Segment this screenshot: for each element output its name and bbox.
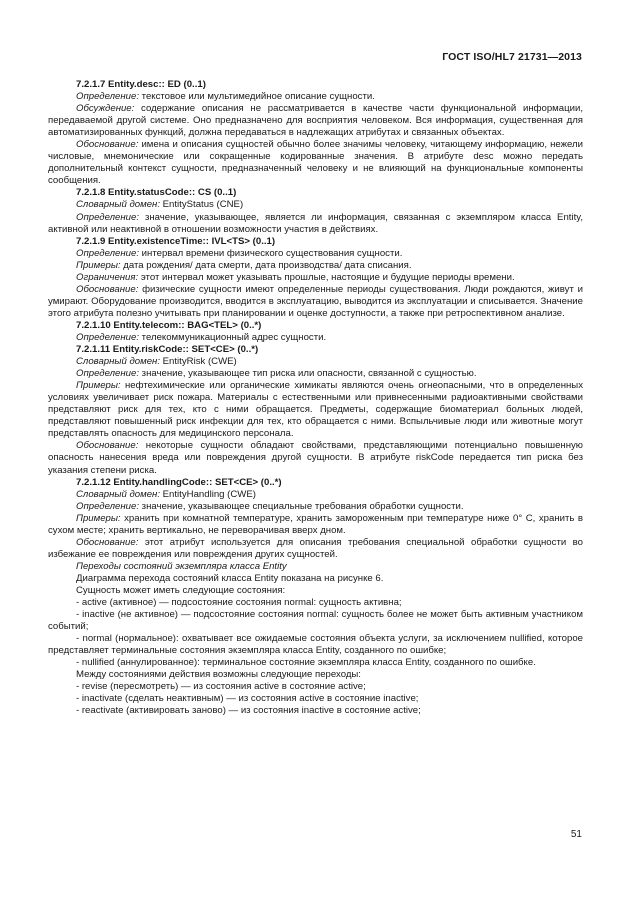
document-body	[48, 79, 583, 717]
paragraph-text: имена и описания сущностей обычно более значимы человеку, читающему информацию, нежели числовые, мнемонические или сокращенные кодированные значения. В атрибуте desc можно передать дополнительный контекст сущности, предназначенный человеку и не влияющий на функциональные компоненты сообщения.	[48, 139, 583, 187]
paragraph-text: - nullified (аннулированное): терминальное состояние экземпляра класса Entity, созданного по ошибке.	[76, 657, 536, 669]
body-paragraph	[48, 272, 583, 284]
body-paragraph	[48, 513, 583, 537]
paragraph-label: Определение:	[76, 500, 139, 512]
body-paragraph	[48, 585, 583, 597]
body-paragraph	[48, 139, 583, 187]
paragraph-label: Примеры:	[76, 380, 121, 392]
body-paragraph	[48, 633, 583, 657]
paragraph-text: значение, указывающее специальные требования обработки сущности.	[139, 500, 464, 512]
section-heading: 7.2.1.8 Entity.statusCode:: CS (0..1)	[76, 187, 237, 199]
paragraph-text: - inactivate (сделать неактивным) — из состояния active в состояние inactive;	[76, 693, 419, 705]
body-paragraph	[48, 609, 583, 633]
body-paragraph	[48, 440, 583, 476]
body-paragraph	[48, 693, 583, 705]
paragraph-text: содержание описания не рассматривается в качестве части функциональной информации, передаваемой другой системе. Оно предназначено для восприятия человеком. Вся информация, существенная для автоматизированных функций, должна передаваться в надлежащих атрибутах и связанных объектах.	[48, 103, 583, 139]
paragraph-text: нефтехимические или органические химикаты являются очень огнеопасными, что в определенных условиях увеличивает риск пожара. Материалы с естественными или привнесенными радиоактивными свойствами представляют риск для тех, кто с ними обращается. Предметы, содержащие биоматериал больных людей, представляют повышенный риск инфекции для тех, кто обращается с ними. Вспыльчивые люди или животные могут представлять опасность для медицинского персонала.	[48, 380, 583, 440]
paragraph-text: физические сущности имеют определенные периоды существования. Люди рождаются, живут и умирают. Оборудование производится, вводится в эксплуатацию, выводится из эксплуатации и списывается. Значение этого атрибута полезно учитывать при планировании и оценке доступности, а также при ретроспективном анализе.	[48, 283, 583, 319]
subsection-title: Переходы состояний экземпляра класса Entity	[76, 560, 287, 572]
body-paragraph	[48, 489, 583, 501]
body-paragraph	[48, 356, 583, 368]
section-heading: 7.2.1.9 Entity.existenceTime:: IVL<TS> (0..1)	[76, 235, 276, 247]
paragraph-text: дата рождения/ дата смерти, дата производства/ дата списания.	[120, 259, 412, 271]
paragraph-label: Определение:	[76, 91, 139, 103]
body-paragraph	[48, 368, 583, 380]
paragraph-text: - revise (пересмотреть) — из состояния active в состояние active;	[76, 681, 366, 693]
body-paragraph	[48, 573, 583, 585]
body-paragraph	[48, 537, 583, 561]
body-paragraph	[48, 248, 583, 260]
paragraph-text: EntityHandling (CWE)	[159, 488, 256, 500]
paragraph-label: Обсуждение:	[76, 103, 135, 115]
paragraph-text: - active (активное) — подсостояние состояния normal: сущность активна;	[76, 597, 402, 609]
body-paragraph	[48, 260, 583, 272]
paragraph-text: некоторые сущности обладают свойствами, представляющими потенциально повышенную опасность нанесения вреда или повреждения другой сущности. В атрибуте riskCode передается тип риска без указания степени риска.	[48, 440, 583, 476]
paragraph-text: - reactivate (активировать заново) — из состояния inactive в состояние active;	[76, 705, 421, 717]
body-paragraph	[48, 669, 583, 681]
paragraph-label: Обоснование:	[76, 440, 139, 452]
section-heading: 7.2.1.10 Entity.telecom:: BAG<TEL> (0..*)	[76, 319, 262, 331]
paragraph-label: Определение:	[76, 331, 139, 343]
paragraph-text: EntityRisk (CWE)	[159, 356, 237, 368]
paragraph-text: этот интервал может указывать прошлые, настоящие и будущие периоды времени.	[138, 271, 515, 283]
paragraph-text: - inactive (не активное) — подсостояние состояния normal: сущность более не может быть активным участником событий;	[48, 609, 583, 633]
body-paragraph	[48, 284, 583, 320]
paragraph-label: Словарный домен:	[76, 199, 160, 211]
body-paragraph	[48, 103, 583, 139]
body-paragraph	[48, 212, 583, 236]
paragraph-label: Словарный домен:	[76, 488, 160, 500]
section-heading: 7.2.1.11 Entity.riskCode:: SET<CE> (0..*)	[76, 344, 259, 356]
body-paragraph	[48, 199, 583, 211]
body-paragraph	[48, 91, 583, 103]
paragraph-label: Обоснование:	[76, 139, 139, 151]
paragraph-label: Ограничения:	[76, 271, 139, 283]
body-paragraph	[48, 380, 583, 440]
paragraph-label: Определение:	[76, 247, 139, 259]
paragraph-label: Примеры:	[76, 259, 121, 271]
body-paragraph	[48, 705, 583, 717]
body-paragraph	[48, 657, 583, 669]
document-header: ГОСТ ISO/HL7 21731—2013	[442, 51, 582, 63]
paragraph-label: Обоснование:	[76, 536, 139, 548]
body-paragraph	[48, 597, 583, 609]
body-paragraph	[48, 501, 583, 513]
body-paragraph	[48, 332, 583, 344]
section-heading: 7.2.1.7 Entity.desc:: ED (0..1)	[76, 79, 206, 90]
paragraph-label: Обоснование:	[76, 283, 139, 295]
paragraph-label: Словарный домен:	[76, 356, 160, 368]
paragraph-label: Определение:	[76, 368, 139, 380]
paragraph-text: этот атрибут используется для описания требования специальной обработки сущности во избежание ее повреждения или повреждения других сущностей.	[48, 536, 583, 560]
paragraph-text: значение, указывающее, является ли информация, связанная с экземпляром класса Entity, активной или неактивной в отношении возможности участия в действиях.	[48, 211, 583, 235]
section-heading: 7.2.1.12 Entity.handlingCode:: SET<CE> (0..*)	[76, 476, 282, 488]
body-paragraph	[48, 681, 583, 693]
paragraph-label: Определение:	[76, 211, 139, 223]
paragraph-text: значение, указывающее тип риска или опасности, связанной с сущностью.	[139, 368, 477, 380]
page-number: 51	[570, 829, 582, 840]
paragraph-text: хранить при комнатной температуре, хранить замороженным при температуре ниже 0° C, хранить в сухом месте; хранить вертикально, не переворачивая вверх дном.	[48, 512, 583, 536]
paragraph-text: EntityStatus (CNE)	[159, 199, 244, 211]
paragraph-text: - normal (нормальное): охватывает все ожидаемые состояния объекта услуги, за исключением nullified, которое представляет терминальные состояния экземпляра класса Entity, созданного по ошибке;	[48, 633, 583, 657]
paragraph-text: телекоммуникационный адрес сущности.	[139, 331, 327, 343]
paragraph-text: текстовое или мультимедийное описание сущности.	[139, 91, 375, 103]
paragraph-text: Между состояниями действия возможны следующие переходы:	[76, 669, 361, 681]
paragraph-text: интервал времени физического существования сущности.	[139, 247, 403, 259]
paragraph-text: Диаграмма перехода состояний класса Entity показана на рисунке 6.	[76, 572, 384, 584]
paragraph-label: Примеры:	[76, 512, 121, 524]
paragraph-text: Сущность может иметь следующие состояния:	[76, 584, 286, 596]
